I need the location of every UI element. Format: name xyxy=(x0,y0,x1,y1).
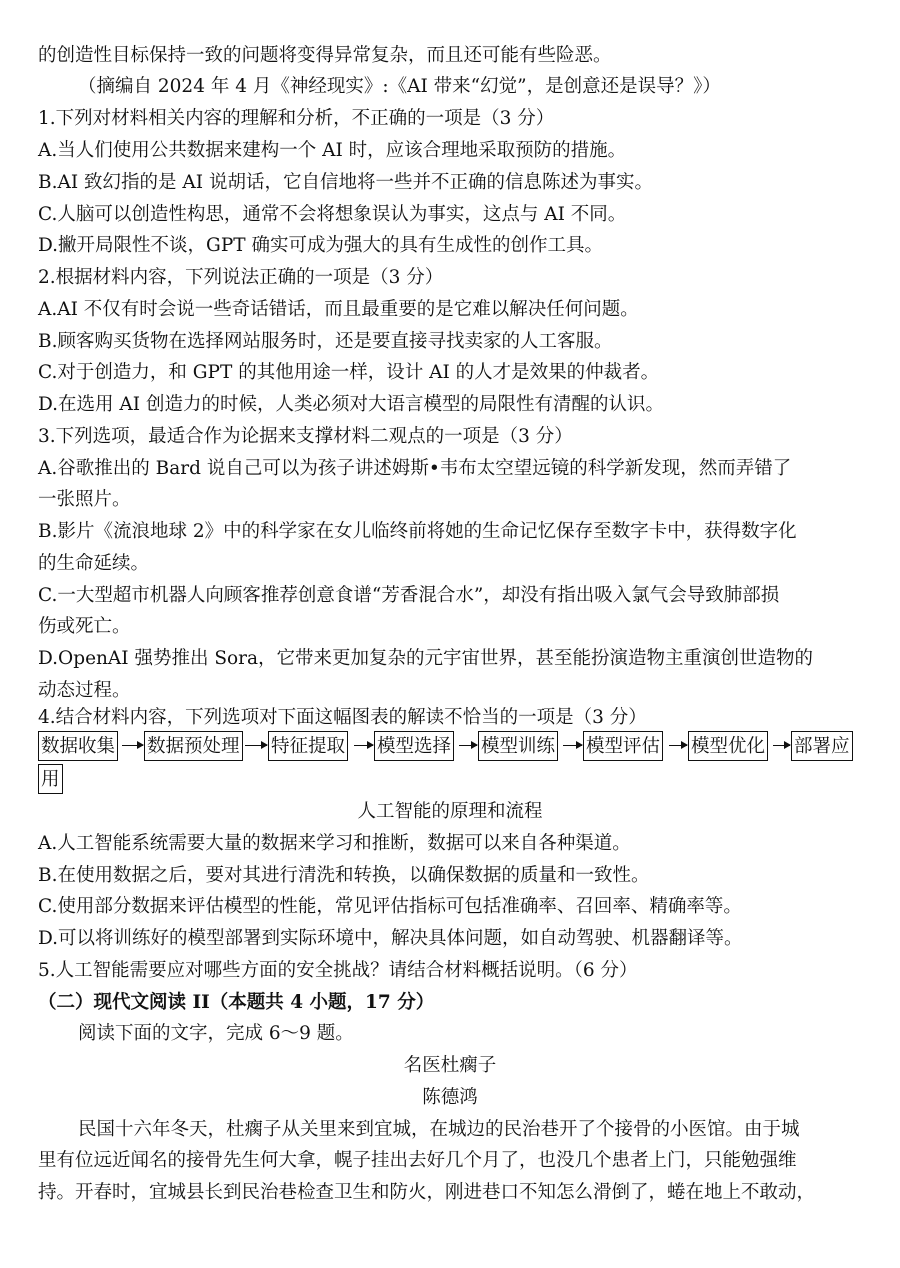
option-3c: C.一大型超市机器人向顾客推荐创意食谱“芳香混合水”，却没有指出吸入氯气会导致肺部损 xyxy=(38,585,780,606)
question-3: 3.下列选项，最适合作为论据来支撑材料二观点的一项是（3 分） xyxy=(38,426,573,447)
option-1d: D.撇开局限性不谈，GPT 确实可成为强大的具有生成性的创作工具。 xyxy=(38,235,604,256)
option-2d: D.在选用 AI 创造力的时候，人类必须对大语言模型的局限性有清醒的认识。 xyxy=(38,394,664,415)
option-4c: C.使用部分数据来评估模型的性能，常见评估指标可包括准确率、召回率、精确率等。 xyxy=(38,896,742,917)
flow-step-feature-extraction: 特征提取 xyxy=(268,731,348,761)
flow-step-deployment-cont: 用 xyxy=(38,764,63,794)
option-4a: A.人工智能系统需要大量的数据来学习和推断，数据可以来自各种渠道。 xyxy=(38,833,631,854)
story-paragraph-line: 里有位远近闻名的接骨先生何大拿，幌子挂出去好几个月了，也没几个患者上门，只能勉强维 xyxy=(38,1150,797,1171)
flow-arrow xyxy=(459,745,477,746)
question-4: 4.结合材料内容，下列选项对下面这幅图表的解读不恰当的一项是（3 分） xyxy=(38,707,647,728)
option-3d-cont: 动态过程。 xyxy=(38,680,131,701)
flow-arrow xyxy=(354,745,373,746)
flow-step-model-selection: 模型选择 xyxy=(374,731,454,761)
section-heading: （二）现代文阅读 II（本题共 4 小题，17 分） xyxy=(38,992,435,1013)
option-2c: C.对于创造力，和 GPT 的其他用途一样，设计 AI 的人才是效果的仲裁者。 xyxy=(38,362,660,383)
option-3b: B.影片《流浪地球 2》中的科学家在女儿临终前将她的生命记忆保存至数字卡中，获得数字化 xyxy=(38,521,797,542)
option-4d: D.可以将训练好的模型部署到实际环境中，解决具体问题，如自动驾驶、机器翻译等。 xyxy=(38,928,743,949)
option-3a-cont: 一张照片。 xyxy=(38,489,131,510)
question-2: 2.根据材料内容，下列说法正确的一项是（3 分） xyxy=(38,267,444,288)
story-author: 陈德鸿 xyxy=(422,1087,478,1108)
option-1b: B.AI 致幻指的是 AI 说胡话，它自信地将一些并不正确的信息陈述为事实。 xyxy=(38,172,653,193)
question-5: 5.人工智能需要应对哪些方面的安全挑战？请结合材料概括说明。（6 分） xyxy=(38,960,638,981)
flow-step-model-evaluation: 模型评估 xyxy=(583,731,663,761)
flow-arrow xyxy=(122,745,143,746)
option-2b: B.顾客购买货物在选择网站服务时，还是要直接寻找卖家的人工客服。 xyxy=(38,331,613,352)
option-3b-cont: 的生命延续。 xyxy=(38,553,150,574)
flowchart-caption: 人工智能的原理和流程 xyxy=(357,801,543,822)
reading-instruction: 阅读下面的文字，完成 6～9 题。 xyxy=(78,1023,354,1044)
flow-step-deployment: 部署应 xyxy=(791,731,853,761)
option-3d: D.OpenAI 强势推出 Sora，它带来更加复杂的元宇宙世界，甚至能扮演造物主重演创世造物的 xyxy=(38,648,814,669)
source-citation: （摘编自 2024 年 4 月《神经现实》:《AI 带来“幻觉”，是创意还是误导？》） xyxy=(78,76,721,97)
flow-arrow xyxy=(563,745,582,746)
flow-step-data-collection: 数据收集 xyxy=(38,731,118,761)
option-3a: A.谷歌推出的 Bard 说自己可以为孩子讲述姆斯•韦布太空望远镜的科学新发现，然而弄错了 xyxy=(38,458,792,479)
flow-step-model-training: 模型训练 xyxy=(478,731,558,761)
flow-arrow xyxy=(245,745,267,746)
story-title: 名医杜瘸子 xyxy=(403,1055,497,1076)
option-2a: A.AI 不仅有时会说一些奇话错话，而且最重要的是它难以解决任何问题。 xyxy=(38,299,639,320)
flow-step-preprocessing: 数据预处理 xyxy=(144,731,243,761)
option-1c: C.人脑可以创造性构思，通常不会将想象误认为事实，这点与 AI 不同。 xyxy=(38,204,627,225)
text-line: 的创造性目标保持一致的问题将变得异常复杂，而且还可能有些险恶。 xyxy=(38,45,612,66)
story-paragraph-line: 民国十六年冬天，杜瘸子从关里来到宜城，在城边的民治巷开了个接骨的小医馆。由于城 xyxy=(78,1119,800,1140)
option-3c-cont: 伤或死亡。 xyxy=(38,616,131,637)
flow-arrow xyxy=(773,745,790,746)
story-paragraph-line: 持。开春时，宜城县长到民治巷检查卫生和防火，刚进巷口不知怎么滑倒了，蜷在地上不敢动， xyxy=(38,1182,816,1203)
question-1: 1.下列对材料相关内容的理解和分析，不正确的一项是（3 分） xyxy=(38,108,555,129)
option-4b: B.在使用数据之后，要对其进行清洗和转换，以确保数据的质量和一致性。 xyxy=(38,865,650,886)
flow-step-model-optimization: 模型优化 xyxy=(688,731,768,761)
flow-arrow xyxy=(669,745,687,746)
option-1a: A.当人们使用公共数据来建构一个 AI 时，应该合理地采取预防的措施。 xyxy=(38,140,627,161)
